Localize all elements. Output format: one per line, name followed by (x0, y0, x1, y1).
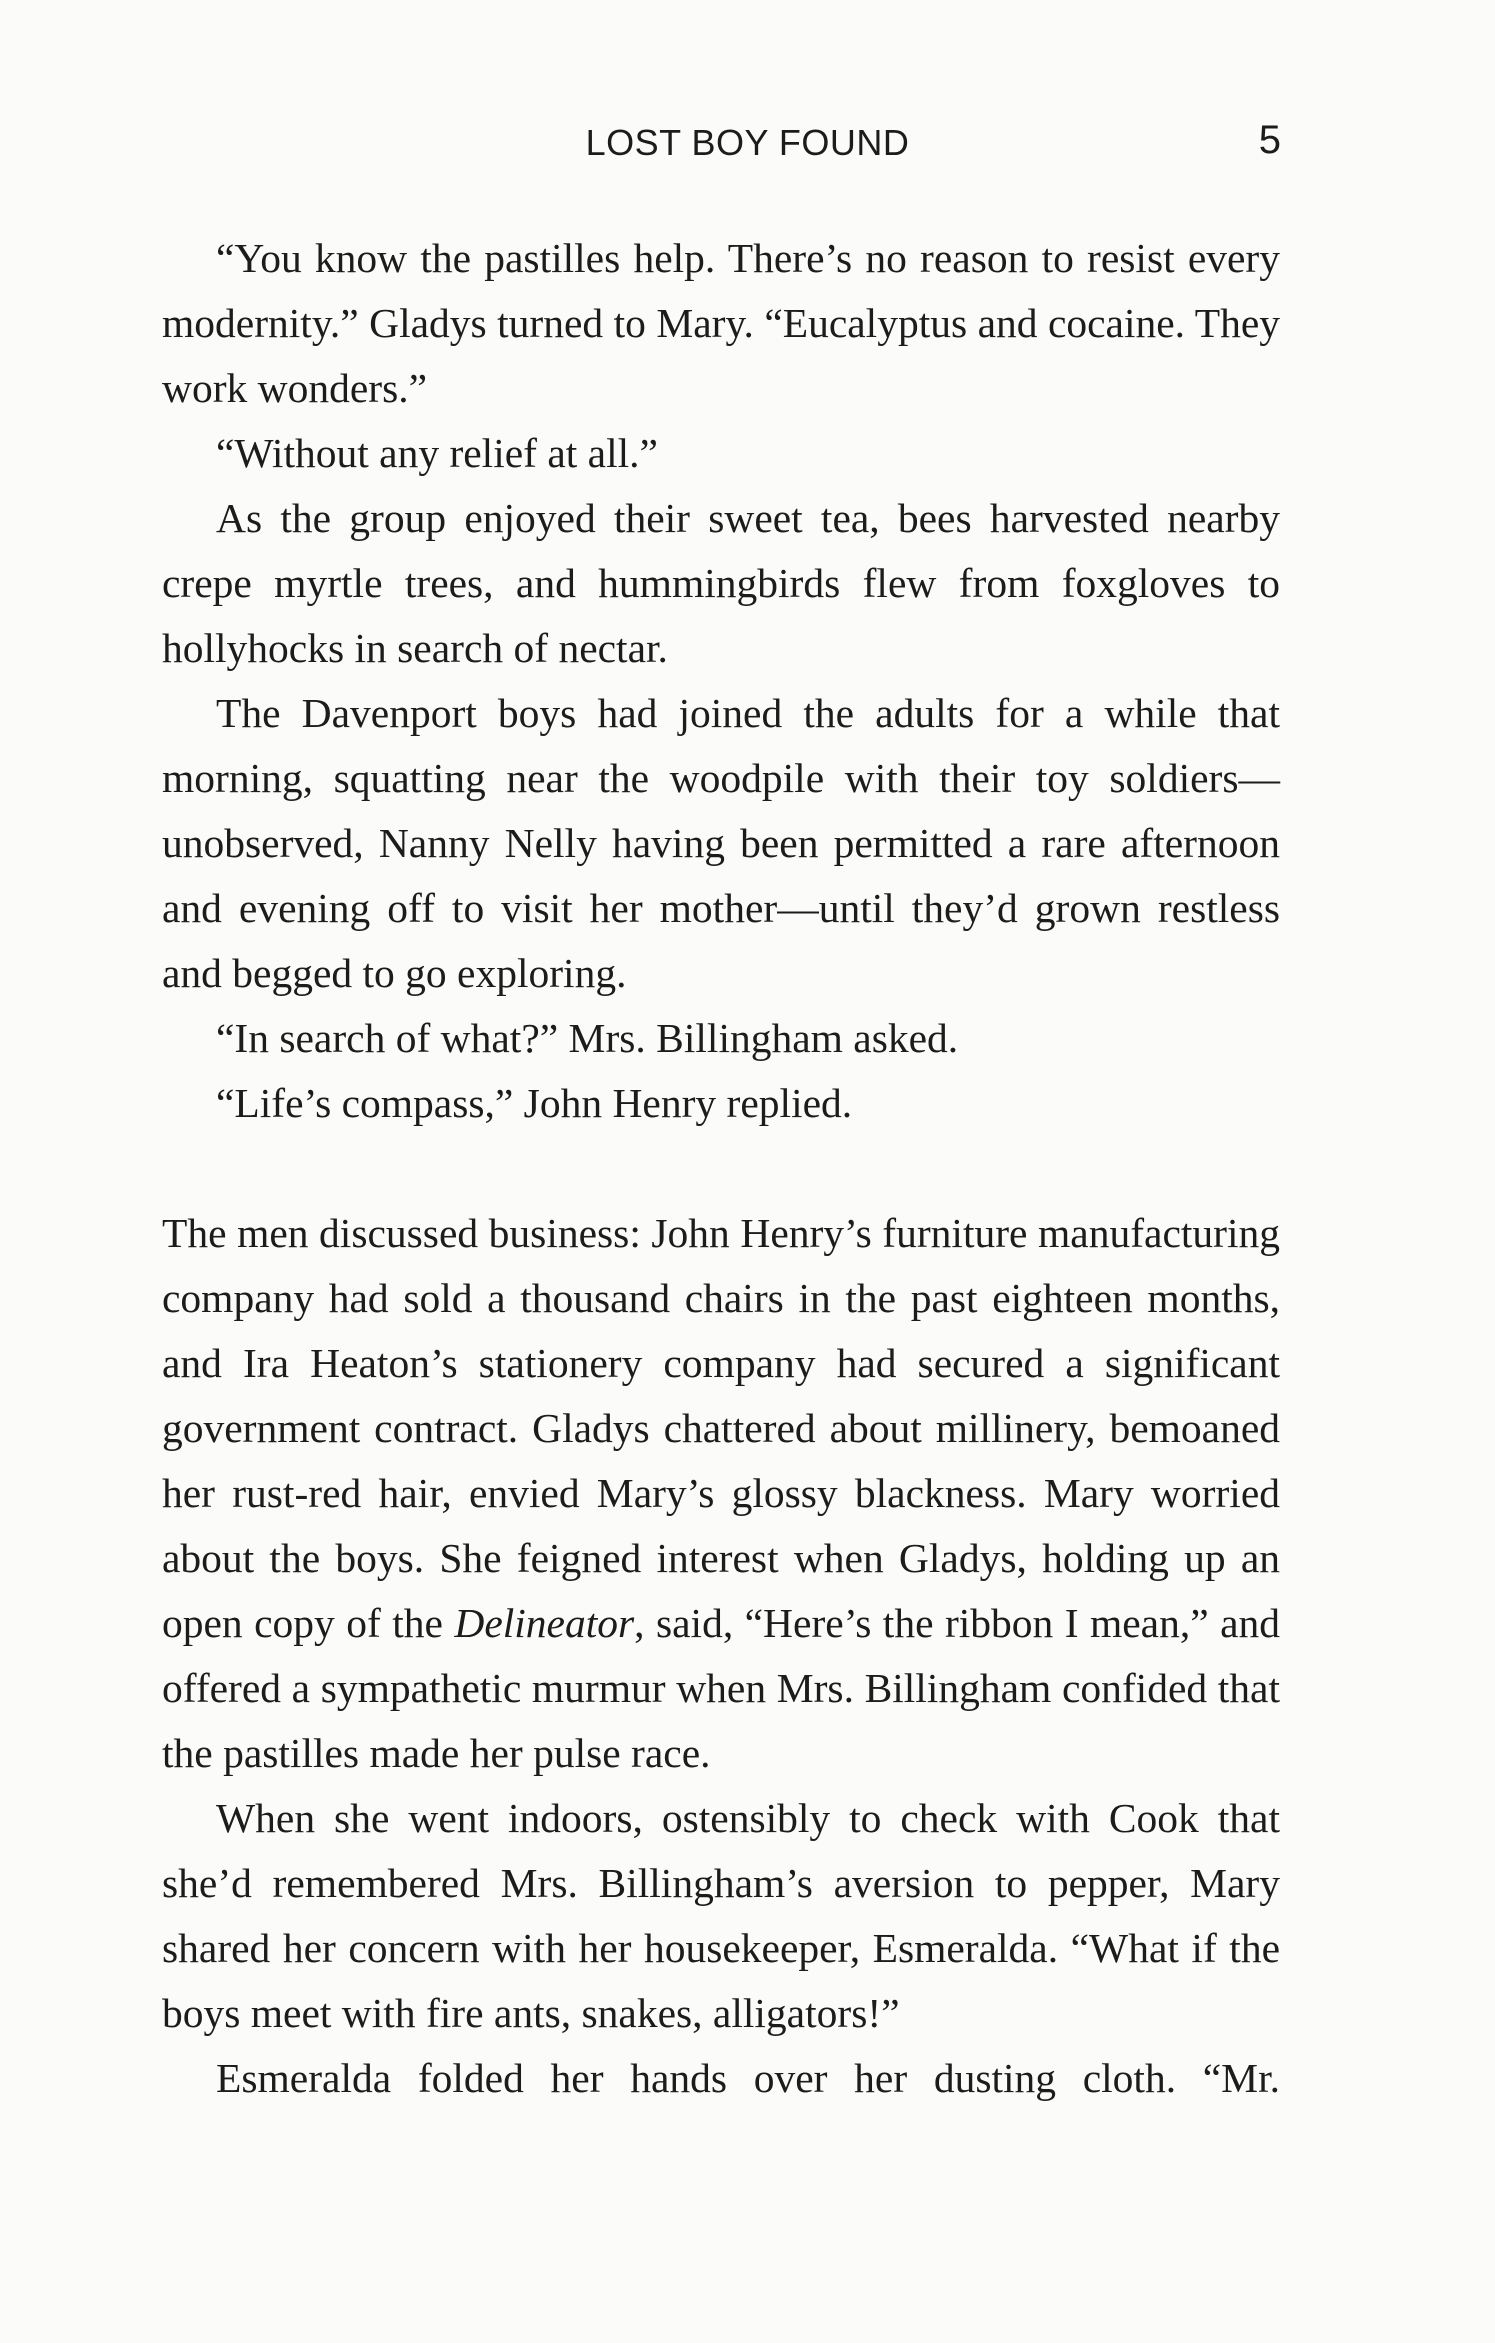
paragraph-8: When she went indoors, ostensibly to check with Cook that she’d remembered Mrs. Billingham’s aversion to pepper, Mary shared her concern with her housekeeper, Esmeralda. “What if the boys meet with fire ants, snakes, alligators!” (162, 1795, 1280, 2036)
section-break (162, 1136, 1280, 1201)
paragraph-7-part-1: The men discussed business: John Henry’s furniture manufacturing company had sold a thousand chairs in the past eighteen months, and Ira Heaton’s stationery company had secured a significant government contract. Gladys chattered about millinery, bemoaned her rust-red hair, envied Mary’s glossy blackness. Mary worried about the boys. She feigned interest when Gladys, holding up an open copy of the (162, 1210, 1280, 1646)
page-number: 5 (1258, 118, 1281, 162)
magazine-title: Delineator (454, 1600, 635, 1646)
paragraph-6: “Life’s compass,” John Henry replied. (216, 1080, 853, 1126)
running-head-title: LOST BOY FOUND (585, 122, 910, 163)
paragraph-1: “You know the pastilles help. There’s no reason to resist every modernity.” Gladys turned to Mary. “Eucalyptus and cocaine. They work wonders.” (162, 235, 1280, 411)
paragraph-3: As the group enjoyed their sweet tea, bees harvested nearby crepe myrtle trees, and hummingbirds flew from foxgloves to hollyhocks in search of nectar. (162, 495, 1280, 671)
running-head (0, 118, 1495, 168)
paragraph-2: “Without any relief at all.” (216, 430, 658, 476)
paragraph-7-part-2: , said, “Here’s the ribbon I mean,” and offered a sympathetic murmur when Mrs. Billingham confided that the pastilles made her pulse race. (162, 1600, 1280, 1776)
paragraph-4: The Davenport boys had joined the adults for a while that morning, squatting near the woodpile with their toy soldiers—unobserved, Nanny Nelly having been permitted a rare afternoon and evening off to visit her mother—until they’d grown restless and begged to go exploring. (162, 690, 1280, 996)
paragraph-5: “In search of what?” Mrs. Billingham asked. (216, 1015, 959, 1061)
paragraph-7 (162, 1201, 1280, 1786)
body-text (162, 226, 1280, 2111)
paragraph-9: Esmeralda folded her hands over her dusting cloth. “Mr. (216, 2055, 1280, 2101)
